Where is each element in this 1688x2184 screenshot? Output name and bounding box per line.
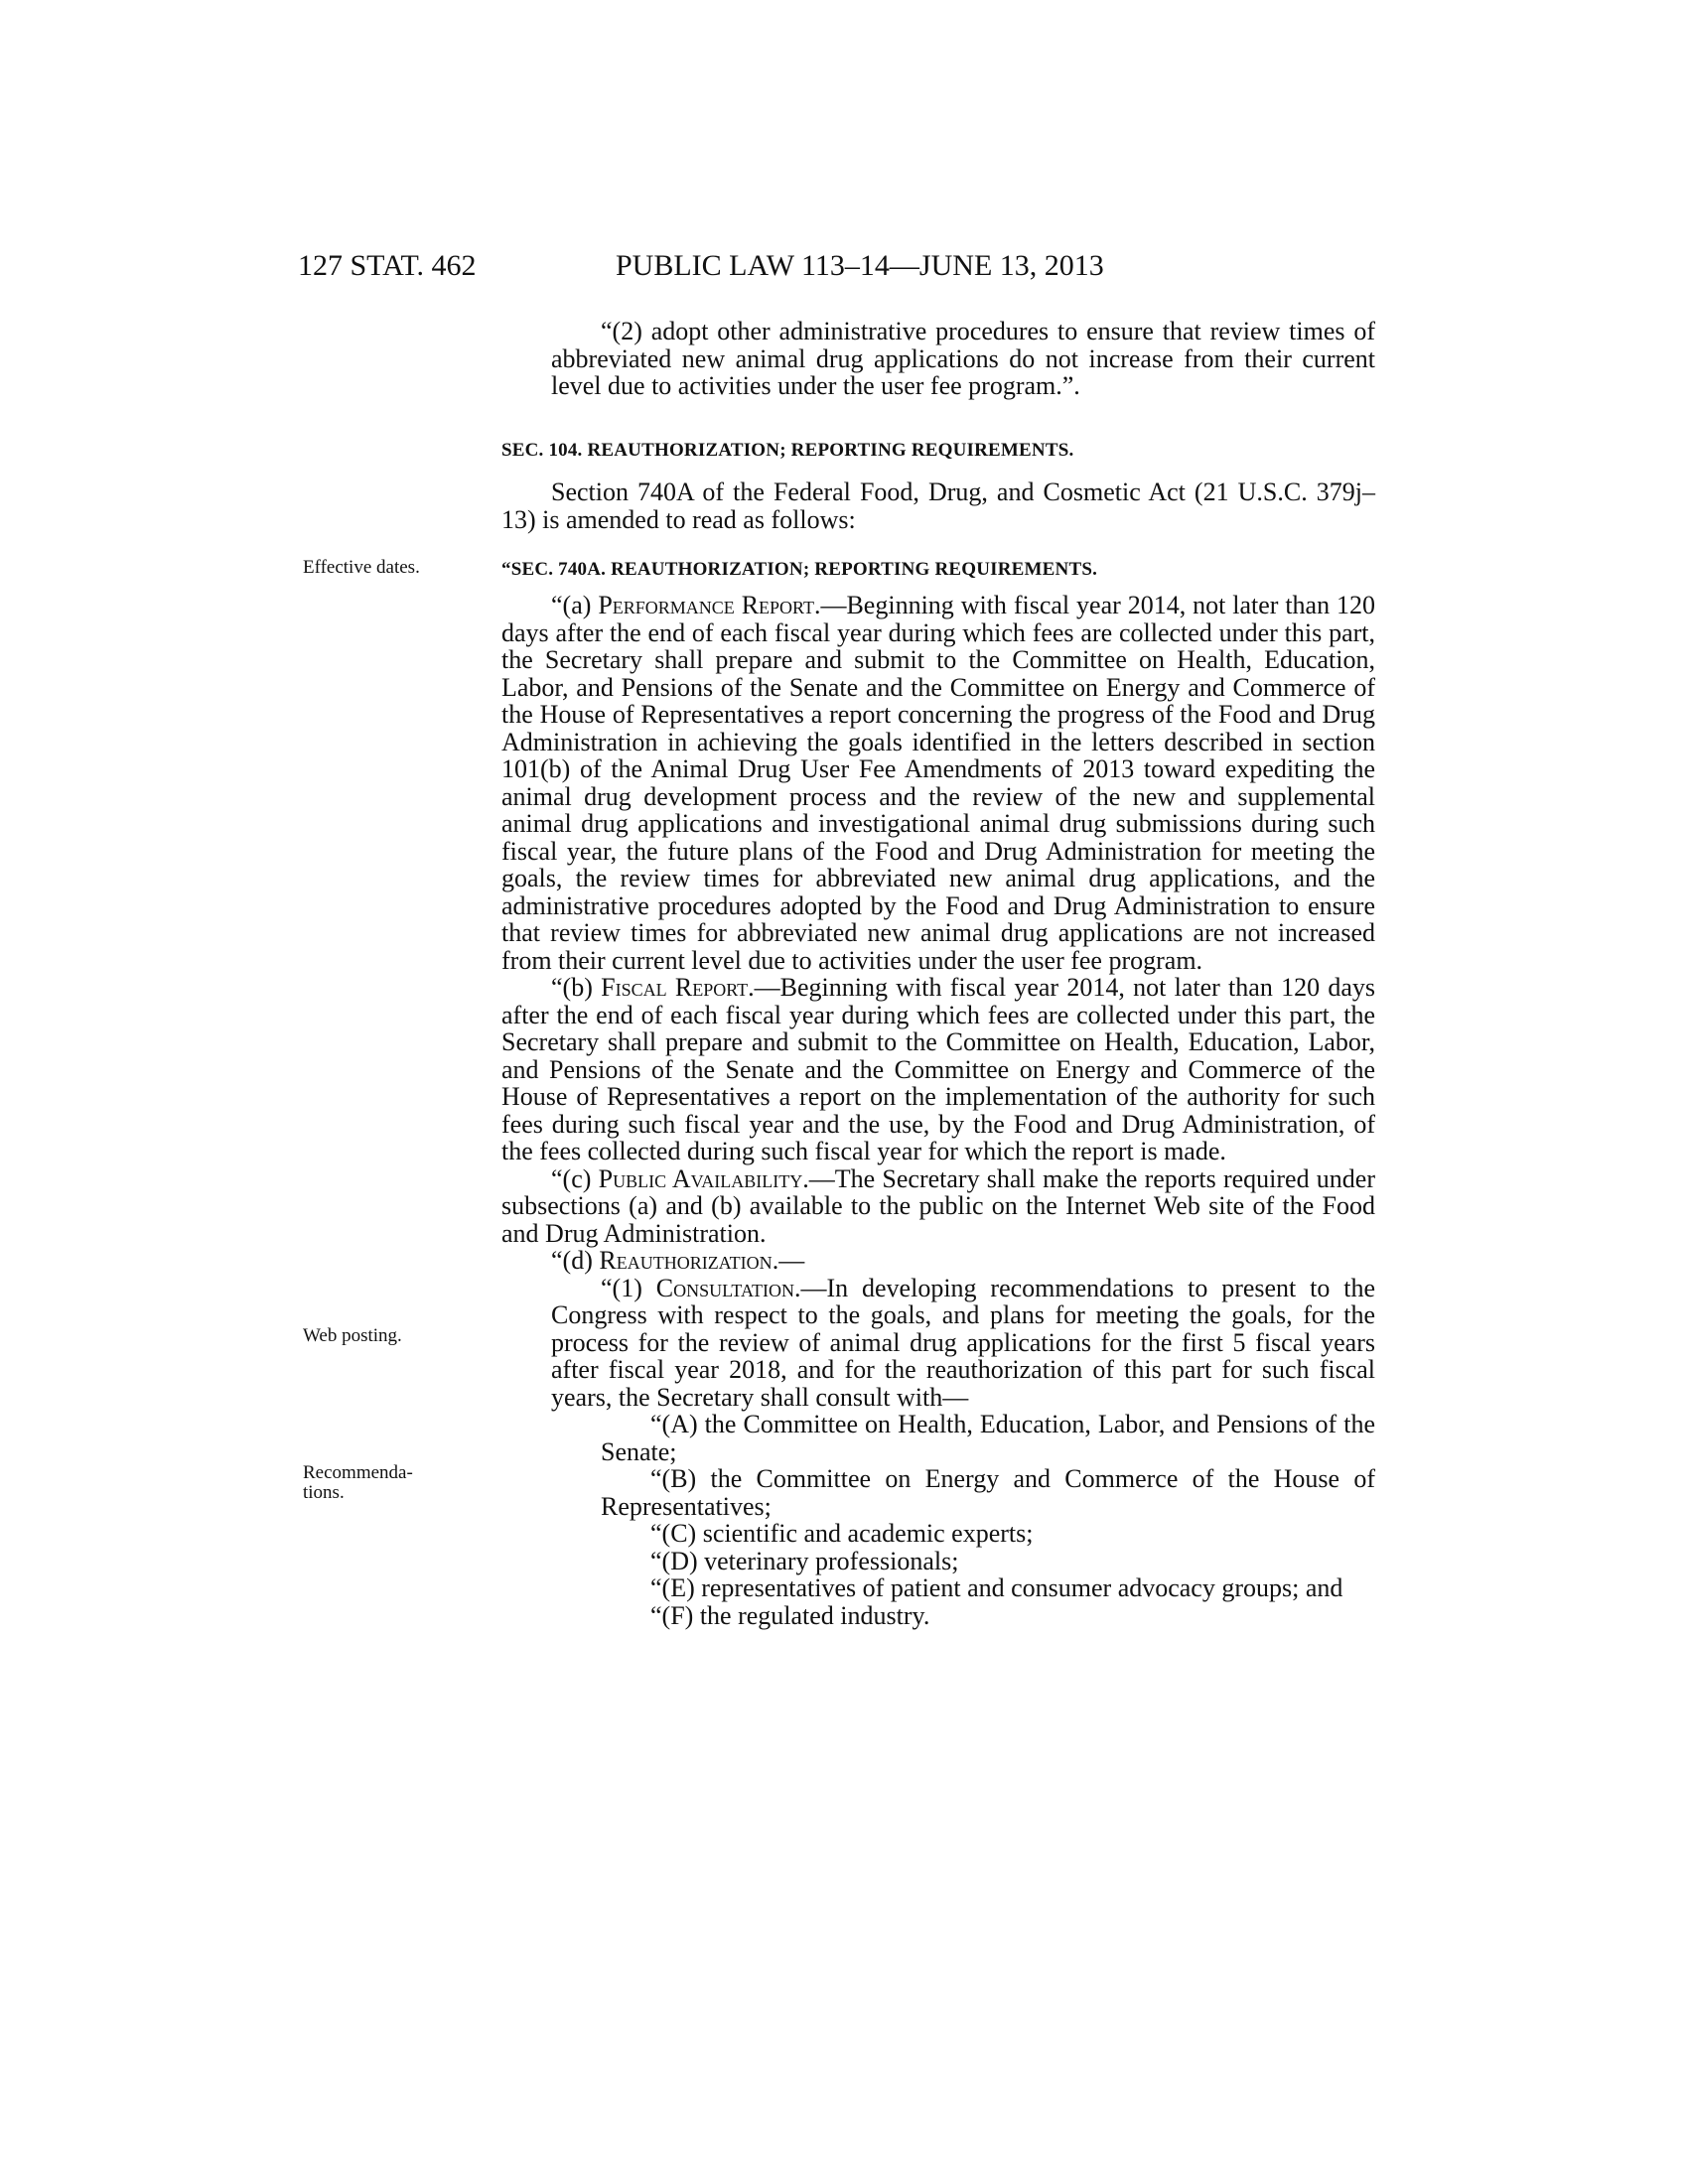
margin-note-web-posting: Web posting. (303, 1325, 402, 1346)
subsection-a-text: .—Beginning with fiscal year 2014, not later than 120 days after the end of each fiscal year during which fees are collected under this part, the Secretary shall prepare and submit to the Committee on Health, Education, Labor, and Pensions of the Senate and the Committee on Energy and Commerce of the House of Representatives a report concerning the progress of the Food and Drug Administration in achieving the goals identified in the letters described in section 101(b) of the Animal Drug User Fee Amendments of 2013 toward expediting the animal drug development process and the review of the new and supplemental animal drug applications and investigational animal drug submissions during such fiscal year, the future plans of the Food and Drug Administration for meeting the goals, the review times for abbreviated new animal drug applications, and the administrative procedures adopted by the Food and Drug Administration to ensure that review times for abbreviated new animal drug applications are not increased from their current level due to activities under the user fee program. (501, 591, 1375, 975)
subsection-b-title: Fiscal Report (601, 973, 749, 1002)
subsection-c-title: Public Availability (598, 1163, 803, 1193)
subsection-a-prefix: “(a) (551, 591, 599, 619)
subsection-b (501, 974, 1375, 1165)
page-citation: 127 STAT. 462 (298, 249, 477, 282)
subsection-c-prefix: “(c) (551, 1163, 599, 1193)
subsection-d-title: Reauthorization (599, 1246, 773, 1275)
subsection-d-prefix: “(d) (551, 1246, 600, 1275)
section-104-intro: Section 740A of the Federal Food, Drug, and Cosmetic Act (21 U.S.C. 379j–13) is amended to read as follows: (501, 478, 1375, 534)
subsection-d-text: .— (772, 1246, 805, 1275)
paragraph-d1 (501, 1275, 1375, 1412)
subsection-a-title: Performance Report (598, 591, 814, 619)
section-104-heading-block (501, 437, 1375, 465)
paragraph-d1-text: .—In developing recommendations to present to the Congress with respect to the goals, and plans for meeting the goals, for the process for the review of animal drug applications for the first 5 fiscal years after fiscal year 2018, and for the reauthorization of this part for such fiscal years, the Secretary shall consult with— (551, 1273, 1376, 1412)
clause-d1-d: “(D) veterinary professionals; (650, 1546, 959, 1575)
subsection-c (501, 1165, 1375, 1248)
paragraph-2: “(2) adopt other administrative procedures to ensure that review times of abbreviated new animal drug applications do not increase from their current level due to activities under the user fee program.”. (551, 317, 1375, 400)
paragraph-2-block (501, 318, 1375, 400)
subsection-b-text: .—Beginning with fiscal year 2014, not later than 120 days after the end of each fiscal year during which fees are collected under this part, the Secretary shall prepare and submit to the Committee on Health, Education, Labor, and Pensions of the Senate and the Committee on Energy and Commerce of the House of Representatives a report on the implementation of the authority for such fees during such fiscal year and the use, by the Food and Drug Administration, of the fees collected during such fiscal year for which the report is made. (501, 973, 1376, 1165)
clause-d1-a: “(A) the Committee on Health, Education, Labor, and Pensions of the Senate; (601, 1410, 1375, 1466)
subsection-a (501, 592, 1375, 974)
margin-note-recommendations-line2: tions. (303, 1482, 345, 1503)
section-104-heading: SEC. 104. REAUTHORIZATION; REPORTING REQUIREMENTS. (501, 440, 1074, 461)
margin-note-recommendations-line1: Recommenda- (303, 1462, 413, 1483)
margin-note-effective-dates: Effective dates. (303, 557, 420, 578)
subsection-d (501, 1247, 1375, 1275)
page-title: PUBLIC LAW 113–14—JUNE 13, 2013 (616, 249, 1104, 282)
section-740a-heading-block (501, 556, 1375, 584)
clause-d1-e: “(E) representatives of patient and consumer advocacy groups; and (650, 1573, 1343, 1602)
main-text-block (501, 592, 1375, 1629)
subsection-c-text: .—The Secretary shall make the reports required under subsections (a) and (b) available to the public on the Internet Web site of the Food and Drug Administration. (501, 1163, 1375, 1248)
section-740a-heading: “SEC. 740A. REAUTHORIZATION; REPORTING REQUIREMENTS. (501, 559, 1098, 580)
paragraph-d1-title: Consultation (655, 1273, 794, 1302)
clause-d1-f: “(F) the regulated industry. (650, 1600, 930, 1630)
subsection-b-prefix: “(b) (551, 973, 602, 1002)
clause-d1-b: “(B) the Committee on Energy and Commerce of the House of Representatives; (601, 1464, 1375, 1521)
section-104-intro-block (501, 478, 1375, 533)
paragraph-d1-prefix: “(1) (601, 1273, 656, 1302)
margin-note-recommendations (303, 1463, 462, 1503)
clause-d1-c: “(C) scientific and academic experts; (650, 1519, 1034, 1548)
